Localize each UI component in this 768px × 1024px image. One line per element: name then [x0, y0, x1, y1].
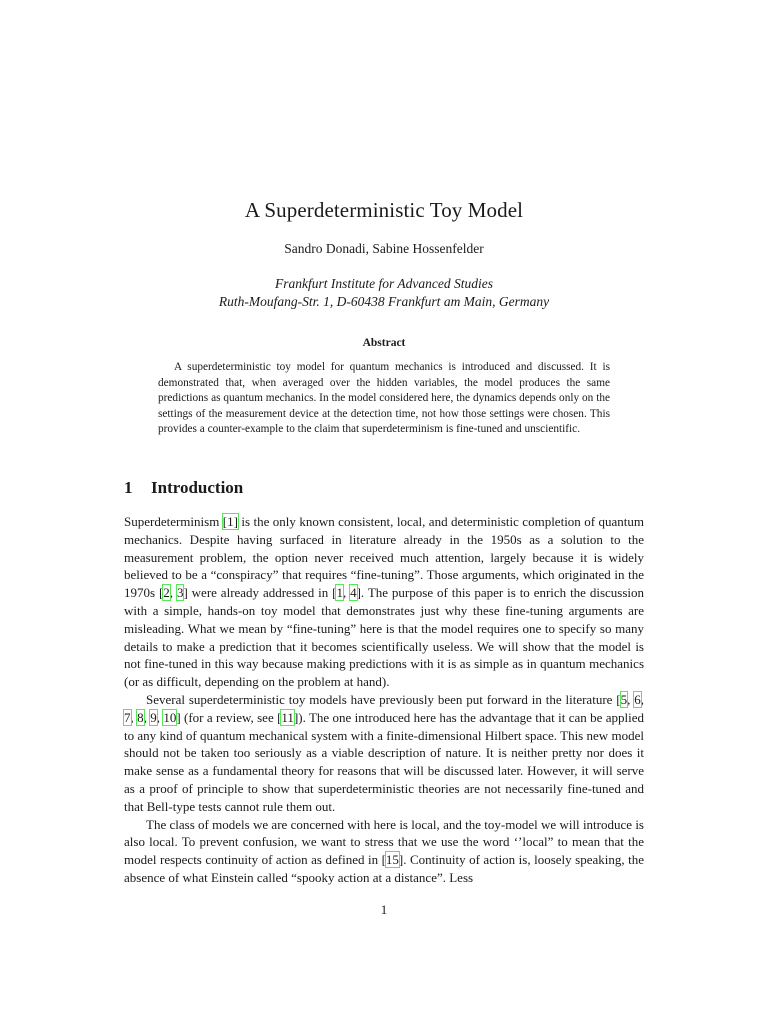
citation-link[interactable]: [1] — [222, 514, 238, 529]
citation-link[interactable]: 7 — [124, 709, 131, 725]
section-title: Introduction — [151, 478, 244, 497]
abstract-text: A superdeterministic toy model for quantum mechanics is introduced and discussed. It is demonstrated that, when averaged over the hidden variables, the model produces the same predictions as quantum mechanics. In the model considered here, the dynamics depends only on the settings of the measurement device at the detection time, not how those settings were chosen. This provides a counter-example to the claim that superdeterminism is fine-tuned and unscientific. — [158, 361, 610, 435]
citation-link[interactable]: 11 — [281, 709, 294, 725]
citation-link[interactable]: 8 — [137, 709, 144, 725]
citation-link[interactable]: 2 — [163, 585, 170, 601]
page-number: 1 — [380, 902, 388, 917]
citation-link[interactable]: 3 — [176, 585, 184, 601]
paper-title: A Superdeterministic Toy Model — [244, 198, 524, 222]
citation-link[interactable]: 5 — [620, 691, 628, 707]
paragraph-2: Several superdeterministic toy models have previously been put forward in the literature [5, 6, 7, 8, 9, 10] (for a review, see [11]). The one introduced here has the advantage that it can be applied to any kind of quantum mechanical system with a finite-dimensional Hilbert space. This new model should not be taken too seriously as a viable description of nature. It is neither pretty nor does it make sense as a fundamental theory for reasons that will be discussed later. However, it will serve as a proof of principle to show that superdeterministic theories are not necessarily fine-tuned and that Bell-type tests cannot rule them out. — [124, 691, 645, 814]
section-heading — [124, 478, 243, 498]
affiliation-institute: Frankfurt Institute for Advanced Studies — [275, 276, 493, 291]
citation-link[interactable]: 9 — [150, 709, 157, 725]
citation-link[interactable]: 6 — [634, 691, 641, 707]
citation-link[interactable]: 15 — [385, 852, 399, 868]
citation-link[interactable]: 1 — [336, 585, 343, 601]
citation-link[interactable]: 4 — [350, 585, 357, 601]
abstract-heading: Abstract — [362, 337, 406, 349]
citation-link[interactable]: 10 — [163, 709, 177, 725]
body-text — [124, 513, 644, 887]
section-number: 1 — [124, 478, 133, 497]
paragraph-1: Superdeterminism [1] is the only known consistent, local, and deterministic completion of quantum mechanics. Despite having surfaced in literature already in the 1950s as a solution to the measurement problem, the option never received much attention, largely because it is widely believed to be a “conspiracy” that requires “fine-tuning”. Those arguments, which originated in the 1970s [2, 3] were already addressed in [1, 4]. The purpose of this paper is to enrich the discussion with a simple, hands-on toy model that demonstrates just why these fine-tuning arguments are misleading. What we mean by “fine-tuning” here is that the model requires one to specify so many details to make a prediction that it becomes scientifically useless. We will show that the model is not fine-tuned in this way because making predictions with it is as simple as in quantum mechanics (or as difficult, depending on the problem at hand). — [124, 514, 645, 690]
affiliation — [0, 275, 768, 311]
paper-authors: Sandro Donadi, Sabine Hossenfelder — [284, 241, 484, 256]
affiliation-address: Ruth-Moufang-Str. 1, D-60438 Frankfurt am Main, Germany — [218, 294, 550, 309]
paragraph-3: The class of models we are concerned with here is local, and the toy-model we will introduce is also local. To prevent confusion, we want to stress that we use the word ‘’local” to mean that the model respects continuity of action as defined in [15]. Continuity of action is, loosely speaking, the absence of what Einstein called “spooky action at a distance”. Less — [124, 816, 644, 885]
